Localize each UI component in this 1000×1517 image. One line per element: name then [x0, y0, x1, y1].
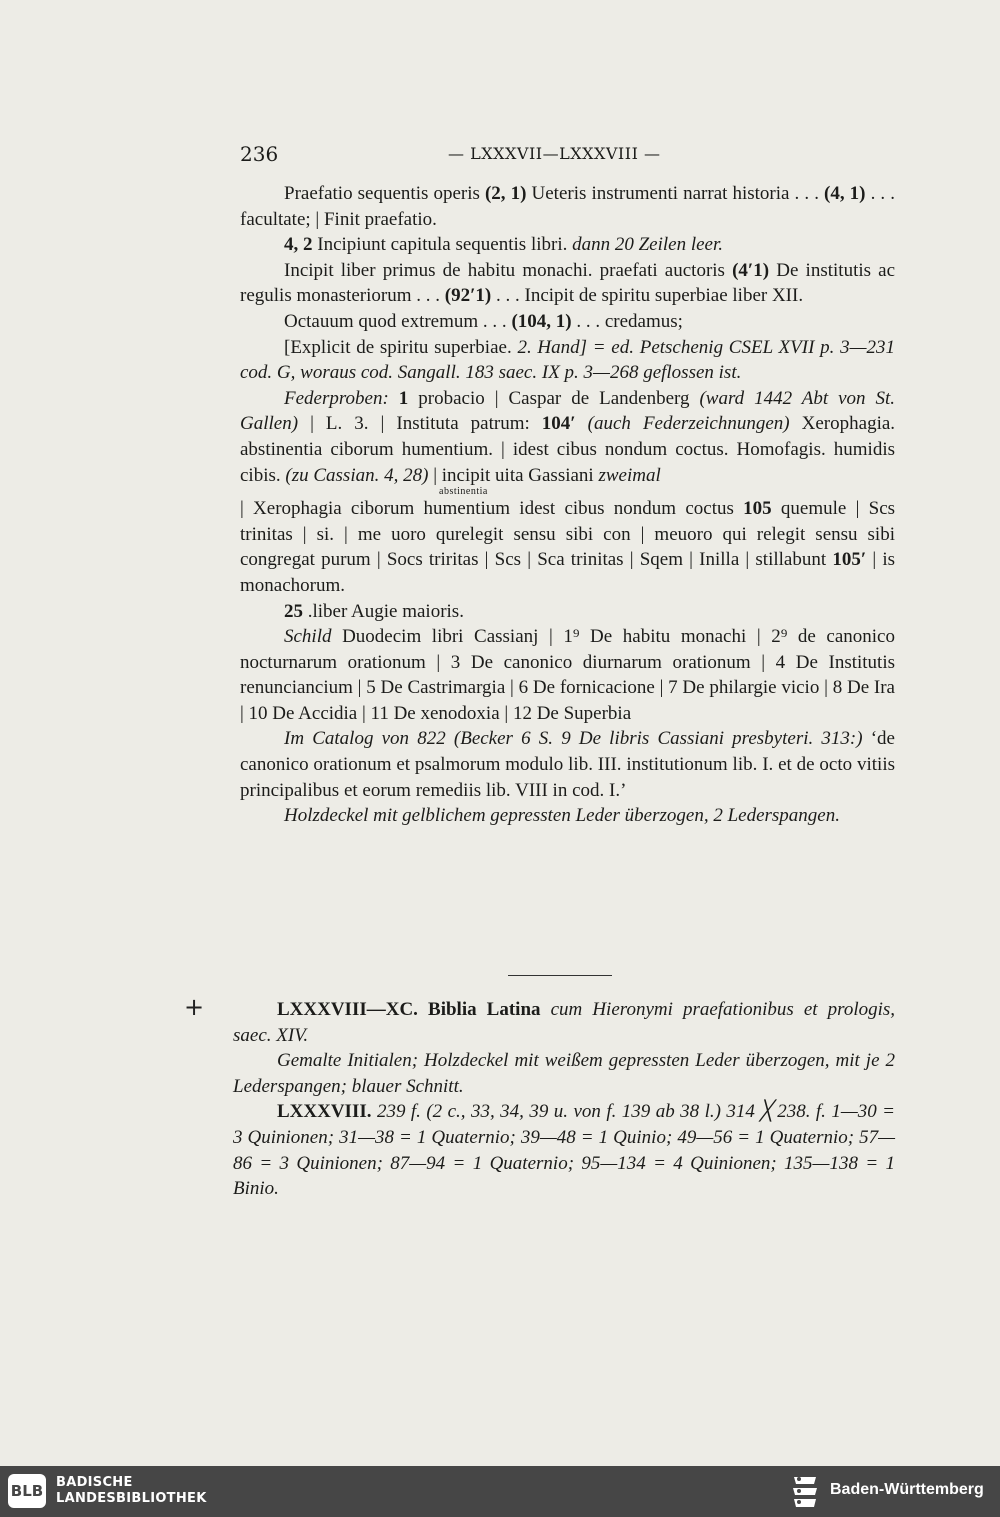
paragraph-catalog: Im Catalog von 822 (Becker 6 S. 9 De libris Cassiani presbyteri. 313:) ‘de canonico orationum et psalmorum modulo lib. III. institutionum lib. I. et de octo vitiis principalibus et eorum remediis lib. VIII in cod. I.’: [240, 728, 895, 801]
margin-plus-mark: +: [184, 993, 205, 1021]
page-number: 236: [240, 142, 279, 166]
catalog-entry-body: [240, 181, 895, 829]
section-divider: [508, 975, 612, 976]
paragraph-schild: Schild Duodecim libri Cassianj | 1⁹ De habitu monachi | 2⁹ de canonico nocturnarum orationum | 3 De canonico diurnarum orationum | 4 De Institutis renunciancium | 5 De Castrimargia | 6 De fornicacione | 7 De philargie vicio | 8 De Ira | 10 De Accidia | 11 De xenodoxia | 12 De Superbia: [240, 626, 895, 724]
paragraph-explicit: [Explicit de spiritu superbiae. 2. Hand] = ed. Petschenig CSEL XVII p. 3—231 cod. G, woraus cod. Sangall. 183 saec. IX p. 3—268 geflossen ist.: [240, 336, 895, 384]
interlinear-gloss: abstinentia: [439, 486, 488, 498]
page-header: [240, 142, 895, 168]
baden-wuerttemberg-lions-icon: [790, 1473, 820, 1511]
viewer-footer-bar: [0, 1466, 1000, 1517]
paragraph-octauum: Octauum quod extremum . . . (104, 1) . . . credamus;: [284, 310, 683, 332]
running-title: — LXXXVII—LXXXVIII —: [448, 144, 661, 163]
paragraph-incipit: Incipit liber primus de habitu monachi. praefati auctoris (4′1) De institutis ac regulis monasteriorum . . . (92′1) . . . Incipit de spiritu superbiae liber XII.: [240, 259, 896, 307]
paragraph-biblia-title: LXXXVIII—XC. Biblia Latina cum Hieronymi praefationibus et prologis, saec. XIV.: [233, 999, 896, 1046]
state-name[interactable]: Baden-Württemberg: [830, 1481, 984, 1498]
catalog-entry-biblia: [233, 997, 895, 1202]
paragraph-binding: Holzdeckel mit gelblichem gepressten Leder überzogen, 2 Lederspangen.: [284, 805, 840, 827]
blb-logo[interactable]: BLB: [8, 1474, 46, 1508]
library-name[interactable]: BADISCHE LANDESBIBLIOTHEK: [56, 1475, 207, 1506]
paragraph-capitula: 4, 2 Incipiunt capitula sequentis libri. dann 20 Zeilen leer.: [284, 234, 724, 256]
paragraph-praefatio: Praefatio sequentis operis (2, 1) Ueteris instrumenti narrat historia . . . (4, 1) . . . facultate; | Finit praefatio.: [240, 183, 895, 230]
paragraph-provenance: 25 .liber Augie maioris.: [284, 600, 464, 622]
paragraph-federproben: Federproben: 1 probacio | Caspar de Landenberg (ward 1442 Abt von St. Gallen) | L. 3. | Instituta patrum: 104′ (auch Federzeichnungen) Xerophagia. abstinentia ciborum humentium. | idest cibus nondum coctus. Homofagis. humidis cibis. (zu Cassian. 4, 28) | incipit uita Gassiani zweimal abstinentia | Xerophagia ciborum humentium idest cibus nondum coctus 105 quemule | Scs trinitas | si. | me uoro qurelegit sensu sibi con | meuoro qui relegit sensu sibi congregat purum | Socs triritas | Scs | Sca trinitas | Sqem | Inilla | stillabunt 105′ | is monachorum.: [240, 387, 896, 596]
paragraph-biblia-binding: Gemalte Initialen; Holzdeckel mit weißem gepressten Leder überzogen, mit je 2 Lederspangen; blauer Schnitt.: [233, 1050, 895, 1097]
paragraph-biblia-collation: LXXXVIII. 239 f. (2 c., 33, 34, 39 u. von f. 139 ab 38 l.) 314 ╳ 238. f. 1—30 = 3 Quinionen; 31—38 = 1 Quaternio; 39—48 = 1 Quinio; 49—56 = 1 Quaternio; 57—86 = 3 Quinionen; 87—94 = 1 Quaternio; 95—134 = 4 Quinionen; 135—138 = 1 Binio.: [233, 1101, 895, 1200]
